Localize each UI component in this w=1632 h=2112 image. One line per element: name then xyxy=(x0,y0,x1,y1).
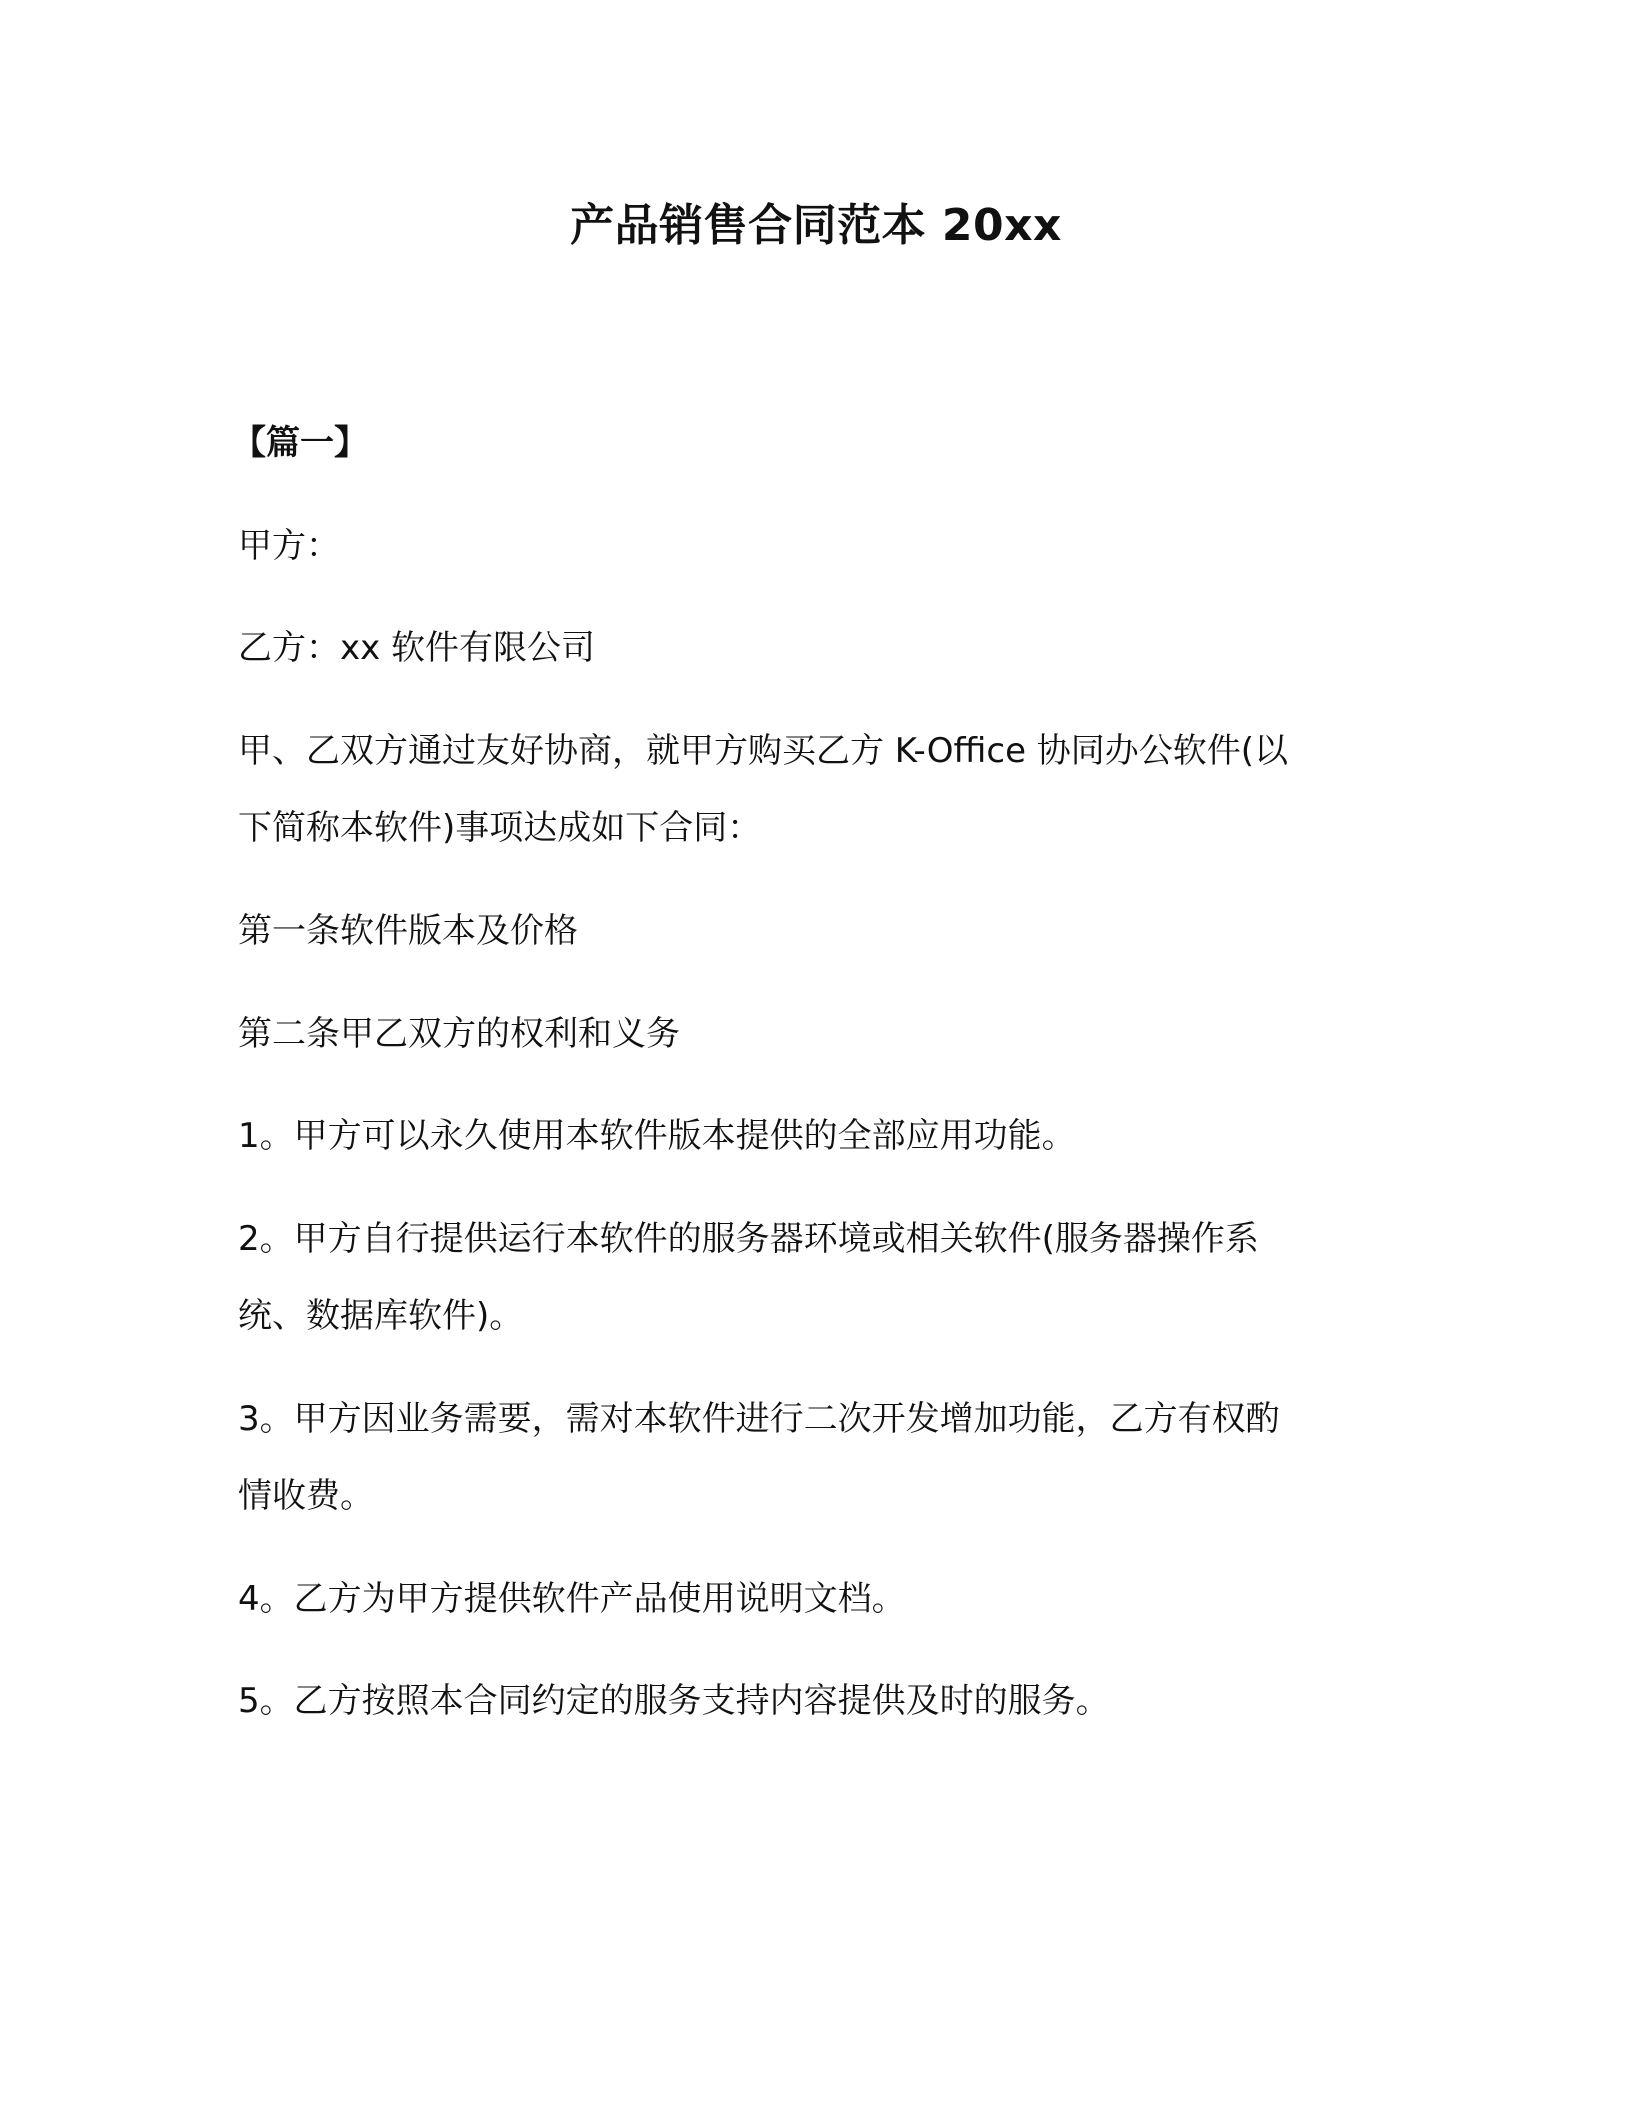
list-item-3-line-1: 3。甲方因业务需要，需对本软件进行二次开发增加功能，乙方有权酌 xyxy=(238,1399,1280,1439)
list-item-2-line-1: 2。甲方自行提供运行本软件的服务器环境或相关软件(服务器操作系 xyxy=(238,1219,1259,1259)
list-item-1: 1。甲方可以永久使用本软件版本提供的全部应用功能。 xyxy=(238,1116,1076,1156)
article-1-heading: 第一条软件版本及价格 xyxy=(238,911,578,951)
section-tag: 【篇一】 xyxy=(232,423,368,463)
intro-paragraph-line-1: 甲、乙双方通过友好协商，就甲方购买乙方 K-Office 协同办公软件(以 xyxy=(238,731,1289,771)
list-item-2-line-2: 统、数据库软件)。 xyxy=(238,1296,524,1336)
intro-paragraph-line-2: 下简称本软件)事项达成如下合同： xyxy=(238,808,762,848)
list-item-3-line-2: 情收费。 xyxy=(238,1476,374,1516)
list-item-5: 5。乙方按照本合同约定的服务支持内容提供及时的服务。 xyxy=(238,1681,1110,1721)
article-2-heading: 第二条甲乙双方的权利和义务 xyxy=(238,1014,680,1054)
document-title: 产品销售合同范本 20xx xyxy=(570,200,1062,251)
list-item-4: 4。乙方为甲方提供软件产品使用说明文档。 xyxy=(238,1579,906,1619)
party-a-line: 甲方： xyxy=(238,526,340,566)
party-b-line: 乙方：xx 软件有限公司 xyxy=(238,628,596,668)
